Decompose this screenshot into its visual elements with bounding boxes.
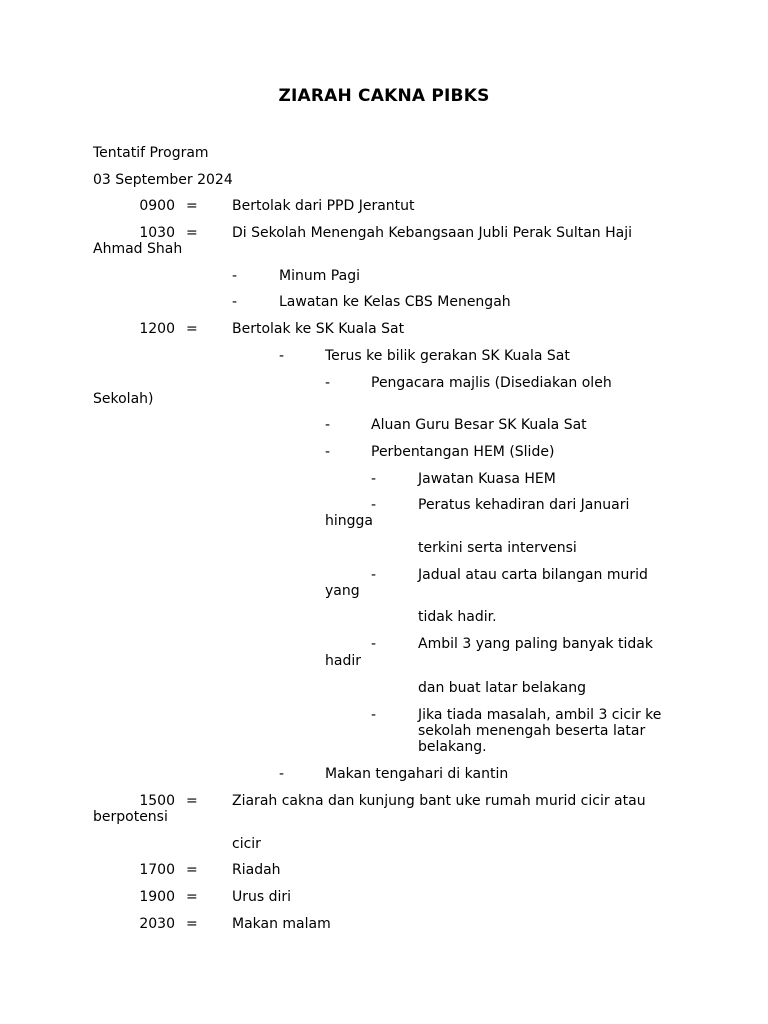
bullet-dash: - — [325, 444, 331, 460]
item-peratus-cont: hingga — [325, 513, 373, 529]
item-1500-text-cont2: cicir — [232, 836, 261, 852]
item-0900-text: Bertolak dari PPD Jerantut — [232, 198, 415, 214]
equals-sign: = — [186, 225, 198, 241]
item-peratus-cont2: terkini serta intervensi — [418, 540, 577, 556]
item-1700-text: Riadah — [232, 862, 281, 878]
item-pengacara: Pengacara majlis (Disediakan oleh — [371, 375, 612, 391]
time-1030: 1030 — [139, 225, 175, 241]
equals-sign: = — [186, 862, 198, 878]
bullet-dash: - — [232, 268, 238, 284]
equals-sign: = — [186, 321, 198, 337]
item-1500-text: Ziarah cakna dan kunjung bant uke rumah murid cicir atau — [232, 793, 646, 809]
bullet-dash: - — [371, 471, 377, 487]
item-terus: Terus ke bilik gerakan SK Kuala Sat — [325, 348, 570, 364]
item-jadual-cont: yang — [325, 583, 360, 599]
item-jika: Jika tiada masalah, ambil 3 cicir ke sekolah menengah beserta latar belakang. — [418, 707, 662, 755]
item-ambil: Ambil 3 yang paling banyak tidak — [418, 636, 653, 652]
item-ambil-cont2: dan buat latar belakang — [418, 680, 586, 696]
bullet-dash: - — [371, 636, 377, 652]
time-2030: 2030 — [139, 916, 175, 932]
bullet-dash: - — [325, 417, 331, 433]
bullet-dash: - — [232, 294, 238, 310]
item-1030-text-cont: Ahmad Shah — [93, 241, 183, 257]
item-perbentangan: Perbentangan HEM (Slide) — [371, 444, 555, 460]
item-1200-text: Bertolak ke SK Kuala Sat — [232, 321, 405, 337]
item-aluan: Aluan Guru Besar SK Kuala Sat — [371, 417, 587, 433]
bullet-dash: - — [325, 375, 331, 391]
bullet-dash: - — [371, 567, 377, 583]
time-1200: 1200 — [139, 321, 175, 337]
item-peratus: Peratus kehadiran dari Januari — [418, 497, 630, 513]
bullet-dash: - — [371, 707, 377, 723]
item-minum-pagi: Minum Pagi — [279, 268, 360, 284]
equals-sign: = — [186, 198, 198, 214]
bullet-dash: - — [371, 497, 377, 513]
item-jawatan: Jawatan Kuasa HEM — [418, 471, 556, 487]
item-1900-text: Urus diri — [232, 889, 292, 905]
equals-sign: = — [186, 916, 198, 932]
time-1900: 1900 — [139, 889, 175, 905]
item-1030-text: Di Sekolah Menengah Kebangsaan Jubli Perak Sultan Haji — [232, 225, 633, 241]
item-pengacara-cont: Sekolah) — [93, 391, 154, 407]
bullet-dash: - — [279, 766, 285, 782]
item-1500-text-cont: berpotensi — [93, 809, 168, 825]
item-jadual-cont2: tidak hadir. — [418, 609, 497, 625]
item-lawatan: Lawatan ke Kelas CBS Menengah — [279, 294, 511, 310]
program-heading: Tentatif Program — [93, 145, 209, 161]
document-title: ZIARAH CAKNA PIBKS — [278, 86, 490, 106]
item-2030-text: Makan malam — [232, 916, 331, 932]
time-0900: 0900 — [139, 198, 175, 214]
time-1700: 1700 — [139, 862, 175, 878]
item-ambil-cont: hadir — [325, 653, 361, 669]
bullet-dash: - — [279, 348, 285, 364]
item-makan-tengahari: Makan tengahari di kantin — [325, 766, 509, 782]
program-date: 03 September 2024 — [93, 172, 233, 188]
equals-sign: = — [186, 793, 198, 809]
equals-sign: = — [186, 889, 198, 905]
item-jadual: Jadual atau carta bilangan murid — [418, 567, 648, 583]
time-1500: 1500 — [139, 793, 175, 809]
